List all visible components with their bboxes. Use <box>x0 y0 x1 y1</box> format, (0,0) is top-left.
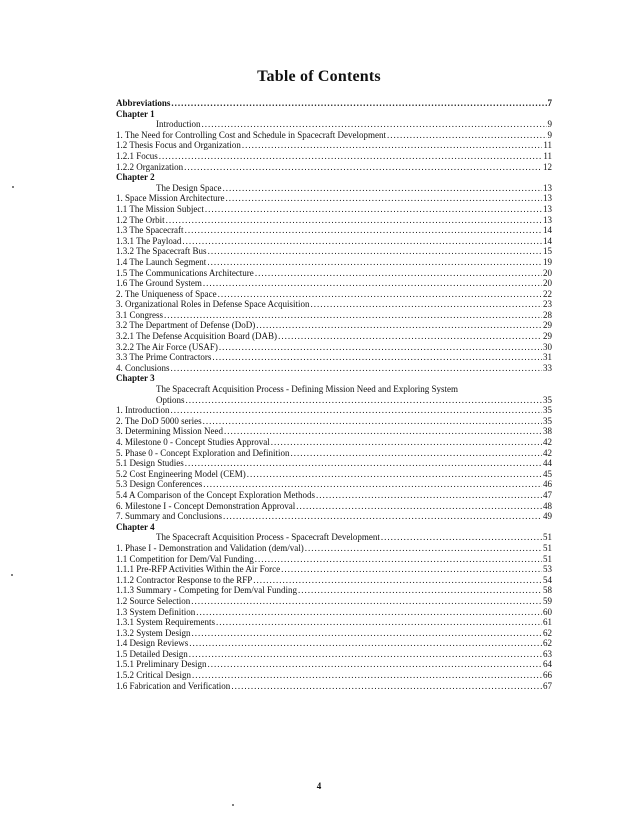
toc-entry <box>116 554 552 565</box>
toc-entry <box>116 649 552 660</box>
toc-entry <box>116 458 552 469</box>
toc-entry-label: 2. The DoD 5000 series <box>116 415 202 426</box>
toc-chapter-heading <box>116 109 552 120</box>
toc-entry <box>116 628 552 639</box>
dot-leader <box>219 342 542 353</box>
dot-leader <box>271 437 542 448</box>
toc-entry <box>116 532 552 543</box>
toc-entry-label: 1.1.1 Pre-RFP Activities Within the Air Force <box>116 564 281 575</box>
toc-entry <box>116 575 552 586</box>
toc-entry-label: 1.2 The Orbit <box>116 214 165 225</box>
toc-entry-label: 1.1 The Mission Subject <box>116 203 204 214</box>
toc-entry <box>116 469 552 480</box>
toc-entry-page: 15 <box>543 246 552 257</box>
dot-leader <box>189 638 542 649</box>
toc-entry-label: 1.5 Detailed Design <box>116 648 188 659</box>
toc-entry <box>116 448 552 459</box>
toc-entry-page: 54 <box>543 574 552 585</box>
toc-entry <box>116 501 552 512</box>
toc-entry-label: Introduction <box>156 119 201 130</box>
toc-entry-label: 1. Introduction <box>116 405 170 416</box>
dot-leader <box>278 331 542 342</box>
toc-entry-page: 51 <box>543 542 552 553</box>
toc-entry-page: 35 <box>543 394 552 405</box>
dot-leader <box>255 268 542 279</box>
toc-entry <box>116 405 552 416</box>
toc-entry <box>116 543 552 554</box>
toc-entry-label: 5.2 Cost Engineering Model (CEM) <box>116 468 246 479</box>
toc-entry <box>116 363 552 374</box>
toc-entry <box>116 236 552 247</box>
toc-entry-label: 1. The Need for Controlling Cost and Schedule in Spacecraft Development <box>116 129 387 140</box>
toc-entry-page: 60 <box>543 606 552 617</box>
toc-entry <box>116 331 552 342</box>
page-number: 4 <box>316 781 322 791</box>
toc-entry-label: 3.3 The Prime Contractors <box>116 352 212 363</box>
dot-leader <box>185 225 542 236</box>
toc-entry-label: 1.1.3 Summary - Competing for Dem/val Funding <box>116 585 297 596</box>
dot-leader <box>184 162 542 173</box>
toc-entry <box>116 490 552 501</box>
toc-entry-label: 4. Conclusions <box>116 362 170 373</box>
toc-entry-page: 14 <box>543 225 552 236</box>
toc-entry-label: Chapter 3 <box>116 373 155 384</box>
toc-entry-label: 1.5.2 Critical Design <box>116 670 191 681</box>
toc-entry <box>116 320 552 331</box>
dot-leader <box>203 416 542 427</box>
dot-leader <box>381 532 542 543</box>
dot-leader <box>298 585 542 596</box>
toc-entry-label: 1.2.2 Organization <box>116 161 184 172</box>
dot-leader <box>225 193 542 204</box>
toc-entry-page: 29 <box>543 331 552 342</box>
toc-entry <box>116 395 552 406</box>
table-of-contents <box>116 98 552 691</box>
scan-speck <box>11 574 13 576</box>
toc-entry-label: 7. Summary and Conclusions <box>116 511 222 522</box>
toc-entry <box>116 119 552 130</box>
dot-leader <box>305 543 542 554</box>
toc-entry <box>116 617 552 628</box>
toc-entry <box>116 426 552 437</box>
toc-entry-page: 13 <box>543 182 552 193</box>
dot-leader <box>185 458 542 469</box>
dot-leader <box>208 246 542 257</box>
dot-leader <box>256 320 542 331</box>
toc-entry-label: The Spacecraft Acquisition Process - Spacecraft Development <box>156 532 380 543</box>
toc-entry <box>116 162 552 173</box>
toc-entry-page: 44 <box>543 458 552 469</box>
dot-leader <box>203 479 542 490</box>
dot-leader <box>166 215 542 226</box>
toc-entry-page: 19 <box>543 256 552 267</box>
toc-entry-page: 58 <box>543 585 552 596</box>
toc-entry-label: 3.1 Congress <box>116 309 163 320</box>
toc-entry-page: 28 <box>543 309 552 320</box>
toc-entry-page: 51 <box>543 553 552 564</box>
scan-speck <box>232 804 234 806</box>
toc-entry <box>116 140 552 151</box>
toc-entry <box>116 151 552 162</box>
toc-entry-label: 3.2 The Department of Defense (DoD) <box>116 320 256 331</box>
toc-entry <box>116 437 552 448</box>
dot-leader <box>207 257 542 268</box>
toc-entry-label: 1.3.1 System Requirements <box>116 617 215 628</box>
toc-entry-label: 1.3.1 The Payload <box>116 235 182 246</box>
toc-entry-page: 66 <box>543 670 552 681</box>
toc-entry-page: 9 <box>547 119 552 130</box>
toc-entry-label: 3.2.2 The Air Force (USAF) <box>116 341 218 352</box>
toc-entry-page: 31 <box>543 352 552 363</box>
dot-leader <box>191 596 542 607</box>
toc-entry <box>116 585 552 596</box>
toc-entry-label: 2. The Uniqueness of Space <box>116 288 217 299</box>
toc-entry-page: 7 <box>547 98 552 108</box>
toc-entry-page: 48 <box>543 500 552 511</box>
toc-entry-page: 42 <box>543 437 552 447</box>
dot-leader <box>255 554 542 565</box>
toc-entry <box>116 479 552 490</box>
toc-entry-page: 63 <box>543 648 552 659</box>
toc-entry <box>116 638 552 649</box>
toc-entry <box>116 183 552 194</box>
toc-entry-page: 20 <box>543 278 552 289</box>
dot-leader <box>296 501 542 512</box>
dot-leader <box>208 659 543 670</box>
toc-entry <box>116 204 552 215</box>
toc-entry-label: The Design Space <box>156 182 222 193</box>
toc-entry-page: 61 <box>543 617 552 628</box>
dot-leader <box>231 681 542 692</box>
dot-leader <box>196 607 542 618</box>
toc-entry-label: 1.2.1 Focus <box>116 150 158 161</box>
toc-entry <box>116 342 552 353</box>
dot-leader <box>205 204 542 215</box>
toc-entry-label: 6. Milestone I - Concept Demonstration Approval <box>116 500 296 511</box>
dot-leader <box>192 670 542 681</box>
toc-entry <box>116 681 552 692</box>
toc-entry-page: 62 <box>543 638 552 649</box>
toc-entry-page: 29 <box>543 320 552 331</box>
toc-entry-label: 1.2 Source Selection <box>116 595 191 606</box>
toc-chapter-heading <box>116 98 552 109</box>
toc-entry-label: 5.3 Design Conferences <box>116 479 203 490</box>
toc-entry-label: Chapter 4 <box>116 521 155 532</box>
toc-entry <box>116 193 552 204</box>
toc-entry-page: 67 <box>543 680 552 691</box>
toc-entry-page: 33 <box>543 362 552 373</box>
toc-entry-label: Chapter 1 <box>116 108 155 119</box>
toc-entry-page: 35 <box>543 405 552 416</box>
toc-entry-label: Chapter 2 <box>116 172 155 183</box>
dot-leader <box>311 299 542 310</box>
toc-entry-label: 1. Space Mission Architecture <box>116 193 225 204</box>
dot-leader <box>203 278 542 289</box>
toc-entry-label: Options <box>156 394 185 405</box>
toc-entry-page: 30 <box>543 341 552 352</box>
toc-entry-label: 1.3.2 System Design <box>116 627 191 638</box>
toc-entry-label: 1.1.2 Contractor Response to the RFP <box>116 574 253 585</box>
toc-entry <box>116 659 552 670</box>
dot-leader <box>316 490 542 501</box>
dot-leader <box>290 448 542 459</box>
toc-entry-label: The Spacecraft Acquisition Process - Defining Mission Need and Exploring System <box>156 384 458 395</box>
toc-entry <box>116 246 552 257</box>
dot-leader <box>159 151 543 162</box>
toc-entry-page: 38 <box>543 426 552 437</box>
toc-chapter-heading <box>116 373 552 384</box>
toc-entry-page: 13 <box>543 214 552 225</box>
toc-entry-page: 35 <box>543 415 552 426</box>
toc-entry <box>116 310 552 321</box>
toc-entry-page: 62 <box>543 627 552 638</box>
toc-entry <box>116 215 552 226</box>
toc-entry <box>116 607 552 618</box>
toc-entry-label: 1.3 System Definition <box>116 606 196 617</box>
toc-entry-label: 4. Milestone 0 - Concept Studies Approval <box>116 437 270 447</box>
toc-entry <box>116 564 552 575</box>
toc-entry-page: 9 <box>547 129 552 140</box>
toc-entry-page: 42 <box>543 447 552 458</box>
toc-entry <box>116 130 552 141</box>
toc-entry-label: 5.1 Design Studies <box>116 458 184 469</box>
toc-entry-page: 20 <box>543 267 552 278</box>
dot-leader <box>218 289 542 300</box>
toc-entry <box>116 596 552 607</box>
dot-leader <box>171 405 543 416</box>
dot-leader <box>281 564 542 575</box>
toc-entry <box>116 225 552 236</box>
toc-entry-page: 13 <box>543 203 552 214</box>
dot-leader <box>212 352 542 363</box>
dot-leader <box>242 140 542 151</box>
dot-leader <box>224 426 542 437</box>
toc-chapter-heading <box>116 172 552 183</box>
toc-entry-page: 59 <box>543 595 552 606</box>
dot-leader <box>171 98 546 109</box>
toc-entry-label: 1.6 The Ground System <box>116 278 202 289</box>
toc-entry-page: 11 <box>543 150 552 161</box>
dot-leader <box>189 649 542 660</box>
toc-entry-label: 1.1 Competition for Dem/Val Funding <box>116 553 254 564</box>
toc-entry-page: 14 <box>543 235 552 246</box>
dot-leader <box>387 130 546 141</box>
toc-entry <box>116 384 552 395</box>
toc-entry <box>116 416 552 427</box>
toc-entry-label: Abbreviations <box>116 98 171 108</box>
toc-entry <box>116 289 552 300</box>
scan-speck <box>12 186 14 188</box>
dot-leader <box>171 363 542 374</box>
dot-leader <box>164 310 542 321</box>
dot-leader <box>222 183 542 194</box>
toc-entry-label: 1.5 The Communications Architecture <box>116 267 254 278</box>
toc-entry-label: 1.6 Fabrication and Verification <box>116 680 231 691</box>
toc-entry <box>116 278 552 289</box>
toc-entry-page: 46 <box>543 479 552 490</box>
toc-entry-page: 13 <box>543 193 552 204</box>
toc-entry <box>116 670 552 681</box>
toc-entry <box>116 257 552 268</box>
toc-entry-label: 1.5.1 Preliminary Design <box>116 659 207 670</box>
dot-leader <box>247 469 542 480</box>
toc-entry-label: 1.3.2 The Spacecraft Bus <box>116 246 207 257</box>
toc-entry <box>116 511 552 522</box>
toc-entry-page: 53 <box>543 564 552 575</box>
dot-leader <box>202 119 547 130</box>
dot-leader <box>216 617 542 628</box>
toc-entry-label: 3. Organizational Roles in Defense Space Acquisition <box>116 299 310 310</box>
dot-leader <box>182 236 542 247</box>
toc-entry-label: 3.2.1 The Defense Acquisition Board (DAB) <box>116 331 278 342</box>
toc-entry-page: 12 <box>543 161 552 172</box>
page-title: Table of Contents <box>257 68 381 85</box>
toc-entry-page: 11 <box>543 140 552 151</box>
toc-entry <box>116 352 552 363</box>
dot-leader <box>223 511 542 522</box>
toc-entry-label: 1. Phase I - Demonstration and Validation (dem/val) <box>116 542 304 553</box>
dot-leader <box>192 628 542 639</box>
toc-entry-label: 5. Phase 0 - Concept Exploration and Definition <box>116 447 290 458</box>
dot-leader <box>186 395 542 406</box>
dot-leader <box>253 575 542 586</box>
toc-entry-label: 1.4 Design Reviews <box>116 638 189 649</box>
toc-entry-label: 1.4 The Launch Segment <box>116 256 207 267</box>
toc-entry-page: 22 <box>543 288 552 299</box>
toc-entry-page: 49 <box>543 511 552 522</box>
toc-entry <box>116 299 552 310</box>
toc-entry-page: 47 <box>543 489 552 500</box>
toc-entry-page: 45 <box>543 468 552 479</box>
toc-entry-page: 64 <box>543 659 552 670</box>
toc-entry-page: 23 <box>543 299 552 310</box>
toc-entry-label: 5.4 A Comparison of the Concept Exploration Methods <box>116 489 315 500</box>
toc-entry-label: 1.2 Thesis Focus and Organization <box>116 140 241 151</box>
toc-entry-label: 1.3 The Spacecraft <box>116 225 184 236</box>
toc-entry <box>116 268 552 279</box>
toc-chapter-heading <box>116 522 552 533</box>
toc-entry-label: 3. Determining Mission Need <box>116 426 223 437</box>
toc-entry-page: 51 <box>543 532 552 543</box>
